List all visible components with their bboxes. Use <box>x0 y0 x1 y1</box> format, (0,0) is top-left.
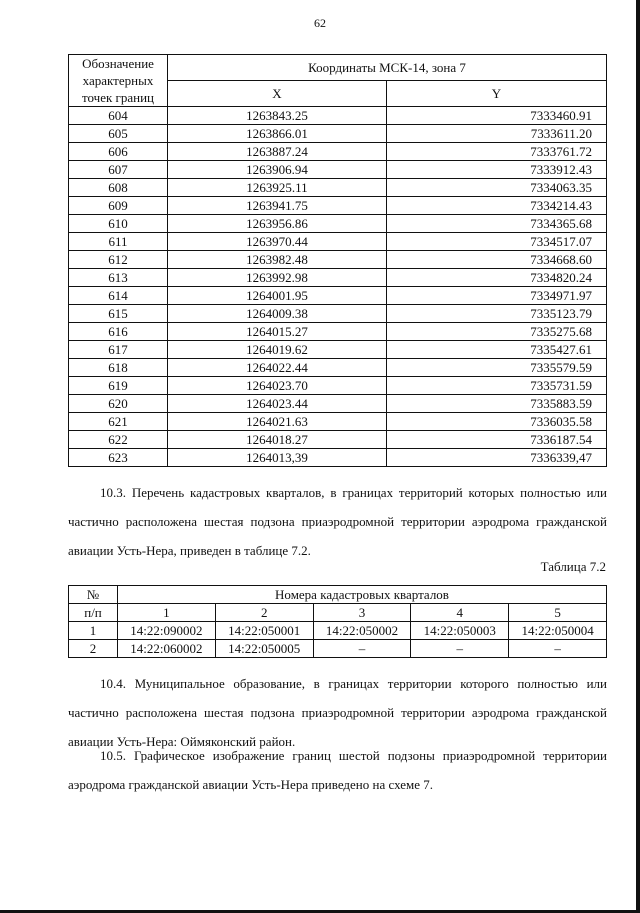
table-row <box>69 269 607 287</box>
x-coordinate-cell: 1264013,39 <box>168 449 387 467</box>
y-coordinate-cell: 7334214.43 <box>387 197 607 215</box>
x-coordinate-cell: 1264022.44 <box>168 359 387 377</box>
y-coordinate-cell: 7334063.35 <box>387 179 607 197</box>
cadastral-number-cell: 14:22:050001 <box>215 622 313 640</box>
cadastral-number-cell: 14:22:060002 <box>118 640 216 658</box>
table-row <box>69 305 607 323</box>
column-number-cell: 3 <box>313 604 411 622</box>
table-row <box>69 251 607 269</box>
table-row <box>69 143 607 161</box>
point-number-cell: 612 <box>69 251 168 269</box>
cadastral-number-cell: 14:22:050005 <box>215 640 313 658</box>
row-number-header: № <box>69 586 118 604</box>
table-row <box>69 449 607 467</box>
table-row <box>69 323 607 341</box>
table-row <box>69 395 607 413</box>
y-coordinate-cell: 7334517.07 <box>387 233 607 251</box>
x-coordinate-cell: 1263941.75 <box>168 197 387 215</box>
cadastral-quarters-header: Номера кадастровых кварталов <box>118 586 607 604</box>
x-coordinate-cell: 1263887.24 <box>168 143 387 161</box>
point-number-cell: 604 <box>69 107 168 125</box>
table-row <box>69 622 607 640</box>
x-coordinate-cell: 1263956.86 <box>168 215 387 233</box>
y-coordinate-cell: 7335275.68 <box>387 323 607 341</box>
paragraph-10-5: 10.5. Графическое изображение границ шестой подзоны приаэродромной территории аэродрома гражданской авиации Усть-Нера приведено на схеме 7. <box>68 748 607 792</box>
coordinates-table <box>68 54 607 467</box>
y-coordinate-cell: 7336187.54 <box>387 431 607 449</box>
x-coordinate-cell: 1263843.25 <box>168 107 387 125</box>
x-coordinate-cell: 1264001.95 <box>168 287 387 305</box>
row-number-cell: 1 <box>69 622 118 640</box>
column-number-cell: 4 <box>411 604 509 622</box>
cadastral-number-cell: 14:22:090002 <box>118 622 216 640</box>
paragraph-10-4: 10.4. Муниципальное образование, в границах территории которого полностью или частично расположена шестая подзона приаэродромной территории аэродрома гражданской авиации Усть-Нера: Оймяконский район. <box>68 676 607 749</box>
x-coordinate-cell: 1264009.38 <box>168 305 387 323</box>
point-number-cell: 605 <box>69 125 168 143</box>
cadastral-number-cell: – <box>509 640 607 658</box>
y-coordinate-cell: 7334668.60 <box>387 251 607 269</box>
cadastral-number-cell: – <box>411 640 509 658</box>
x-coordinate-cell: 1263970.44 <box>168 233 387 251</box>
x-coordinate-cell: 1263992.98 <box>168 269 387 287</box>
y-coordinate-cell: 7335427.61 <box>387 341 607 359</box>
point-number-cell: 622 <box>69 431 168 449</box>
point-number-cell: 607 <box>69 161 168 179</box>
y-coordinate-cell: 7334820.24 <box>387 269 607 287</box>
point-number-cell: 623 <box>69 449 168 467</box>
coordinates-system-header: Координаты МСК-14, зона 7 <box>168 55 607 81</box>
x-coordinate-cell: 1264021.63 <box>168 413 387 431</box>
table-row <box>69 640 607 658</box>
scan-edge-right <box>636 0 640 913</box>
pp-header: п/п <box>69 604 118 622</box>
point-number-cell: 611 <box>69 233 168 251</box>
y-column-header: Y <box>387 81 607 107</box>
coordinates-table-body <box>69 107 607 467</box>
y-coordinate-cell: 7335883.59 <box>387 395 607 413</box>
table-row <box>69 233 607 251</box>
y-coordinate-cell: 7333460.91 <box>387 107 607 125</box>
table-row <box>69 197 607 215</box>
point-number-cell: 608 <box>69 179 168 197</box>
point-number-cell: 621 <box>69 413 168 431</box>
table-row <box>69 107 607 125</box>
cadastral-subheader-row <box>69 604 607 622</box>
cadastral-table-body <box>69 622 607 658</box>
x-coordinate-cell: 1264023.44 <box>168 395 387 413</box>
x-coordinate-cell: 1263982.48 <box>168 251 387 269</box>
point-number-cell: 616 <box>69 323 168 341</box>
y-coordinate-cell: 7335123.79 <box>387 305 607 323</box>
point-designation-header: Обозначение характерных точек границ <box>69 55 168 107</box>
y-coordinate-cell: 7333611.20 <box>387 125 607 143</box>
point-number-cell: 614 <box>69 287 168 305</box>
x-coordinate-cell: 1264018.27 <box>168 431 387 449</box>
column-number-cell: 5 <box>509 604 607 622</box>
cadastral-number-cell: – <box>313 640 411 658</box>
table-7-2-caption: Таблица 7.2 <box>540 559 606 574</box>
x-coordinate-cell: 1264023.70 <box>168 377 387 395</box>
page-number: 62 <box>314 16 326 30</box>
y-coordinate-cell: 7333912.43 <box>387 161 607 179</box>
table-row <box>69 287 607 305</box>
table-row <box>69 215 607 233</box>
point-number-cell: 620 <box>69 395 168 413</box>
point-number-cell: 615 <box>69 305 168 323</box>
column-number-cell: 2 <box>215 604 313 622</box>
x-column-header: X <box>168 81 387 107</box>
cadastral-number-cell: 14:22:050002 <box>313 622 411 640</box>
point-number-cell: 618 <box>69 359 168 377</box>
x-coordinate-cell: 1263925.11 <box>168 179 387 197</box>
x-coordinate-cell: 1264019.62 <box>168 341 387 359</box>
y-coordinate-cell: 7336339,47 <box>387 449 607 467</box>
table-row <box>69 341 607 359</box>
cadastral-quarters-table <box>68 585 607 658</box>
x-coordinate-cell: 1263866.01 <box>168 125 387 143</box>
point-number-cell: 617 <box>69 341 168 359</box>
point-number-cell: 609 <box>69 197 168 215</box>
y-coordinate-cell: 7333761.72 <box>387 143 607 161</box>
y-coordinate-cell: 7334971.97 <box>387 287 607 305</box>
y-coordinate-cell: 7335579.59 <box>387 359 607 377</box>
cadastral-number-cell: 14:22:050003 <box>411 622 509 640</box>
point-number-cell: 613 <box>69 269 168 287</box>
table-row <box>69 179 607 197</box>
table-row <box>69 377 607 395</box>
point-number-cell: 610 <box>69 215 168 233</box>
table-row <box>69 125 607 143</box>
y-coordinate-cell: 7336035.58 <box>387 413 607 431</box>
y-coordinate-cell: 7334365.68 <box>387 215 607 233</box>
paragraph-10-3: 10.3. Перечень кадастровых кварталов, в границах территорий которых полностью или частично расположена шестая подзона приаэродромной территории аэродрома гражданской авиации Усть-Нера, приведен в таблице 7.2. <box>68 485 607 558</box>
cadastral-number-cell: 14:22:050004 <box>509 622 607 640</box>
column-number-cell: 1 <box>118 604 216 622</box>
table-row <box>69 359 607 377</box>
point-number-cell: 606 <box>69 143 168 161</box>
y-coordinate-cell: 7335731.59 <box>387 377 607 395</box>
table-row <box>69 431 607 449</box>
x-coordinate-cell: 1263906.94 <box>168 161 387 179</box>
table-row <box>69 161 607 179</box>
x-coordinate-cell: 1264015.27 <box>168 323 387 341</box>
table-row <box>69 413 607 431</box>
row-number-cell: 2 <box>69 640 118 658</box>
point-number-cell: 619 <box>69 377 168 395</box>
